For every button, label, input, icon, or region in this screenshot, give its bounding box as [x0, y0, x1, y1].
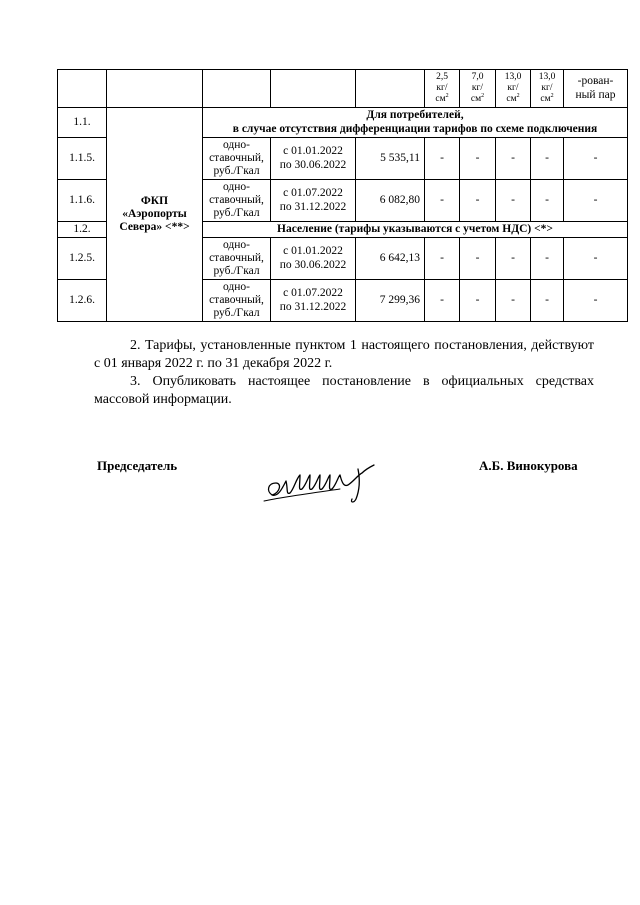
row-number: 1.1.5.: [58, 138, 107, 180]
org-name: ФКП «Аэропорты Севера» <**>: [107, 108, 203, 322]
period: с 01.07.2022 по 31.12.2022: [271, 180, 356, 222]
header-pressure-2-5: 2,5 кг/ $см^2$: [425, 70, 460, 108]
dash-cell: -: [496, 138, 531, 180]
row-number: 1.2.: [58, 222, 107, 238]
dash-cell: -: [496, 280, 531, 322]
tariff-table: [57, 69, 628, 322]
header-cell-empty: [356, 70, 425, 108]
tariff-value: 7 299,36: [356, 280, 425, 322]
dash-cell: -: [425, 180, 460, 222]
tariff-type: одно-ставочный, руб./Гкал: [203, 238, 271, 280]
period: с 01.01.2022 по 30.06.2022: [271, 138, 356, 180]
chairman-name: А.Б. Винокурова: [479, 458, 578, 473]
tariff-type: одно-ставочный, руб./Гкал: [203, 180, 271, 222]
dash-cell: -: [425, 138, 460, 180]
paragraph-3: 3. Опубликовать настоящее постановление в официальных средствах массовой информации.: [94, 374, 594, 407]
period: с 01.01.2022 по 30.06.2022: [271, 238, 356, 280]
dash-cell: -: [564, 280, 628, 322]
period: с 01.07.2022 по 31.12.2022: [271, 280, 356, 322]
dash-cell: -: [460, 138, 496, 180]
section-title: Для потребителей, в случае отсутствия дифференциации тарифов по схеме подключения: [203, 108, 628, 138]
dash-cell: -: [531, 238, 564, 280]
dash-cell: -: [496, 180, 531, 222]
handwritten-signature: [262, 455, 387, 510]
dash-cell: -: [460, 238, 496, 280]
header-steam: -рован- ный пар: [564, 70, 628, 108]
dash-cell: -: [460, 280, 496, 322]
header-row: [58, 70, 628, 108]
dash-cell: -: [564, 238, 628, 280]
dash-cell: -: [564, 180, 628, 222]
dash-cell: -: [496, 238, 531, 280]
dash-cell: -: [460, 180, 496, 222]
header-cell-empty: [107, 70, 203, 108]
row-number: 1.1.: [58, 108, 107, 138]
section-title: Население (тарифы указываются с учетом НДС) <*>: [203, 222, 628, 238]
row-number: 1.2.6.: [58, 280, 107, 322]
header-pressure-7-0: 7,0 кг/ $см^2$: [460, 70, 496, 108]
row-number: 1.1.6.: [58, 180, 107, 222]
section-row-1-1: [58, 108, 628, 138]
header-cell-empty: [58, 70, 107, 108]
dash-cell: -: [425, 280, 460, 322]
dash-cell: -: [531, 280, 564, 322]
tariff-type: одно-ставочный, руб./Гкал: [203, 138, 271, 180]
tariff-type: одно-ставочный, руб./Гкал: [203, 280, 271, 322]
paragraph-2: 2. Тарифы, установленные пунктом 1 настоящего постановления, действуют с 01 января 2022 г. по 31 декабря 2022 г.: [94, 338, 594, 371]
dash-cell: -: [531, 180, 564, 222]
row-number: 1.2.5.: [58, 238, 107, 280]
header-pressure-13-0-a: 13,0 кг/ $см^2$: [496, 70, 531, 108]
dash-cell: -: [564, 138, 628, 180]
header-cell-empty: [271, 70, 356, 108]
tariff-value: 5 535,11: [356, 138, 425, 180]
tariff-value: 6 642,13: [356, 238, 425, 280]
header-pressure-13-0-b: 13,0 кг/ $см^2$: [531, 70, 564, 108]
header-cell-empty: [203, 70, 271, 108]
dash-cell: -: [531, 138, 564, 180]
chairman-title: Председатель: [97, 458, 178, 473]
tariff-value: 6 082,80: [356, 180, 425, 222]
dash-cell: -: [425, 238, 460, 280]
